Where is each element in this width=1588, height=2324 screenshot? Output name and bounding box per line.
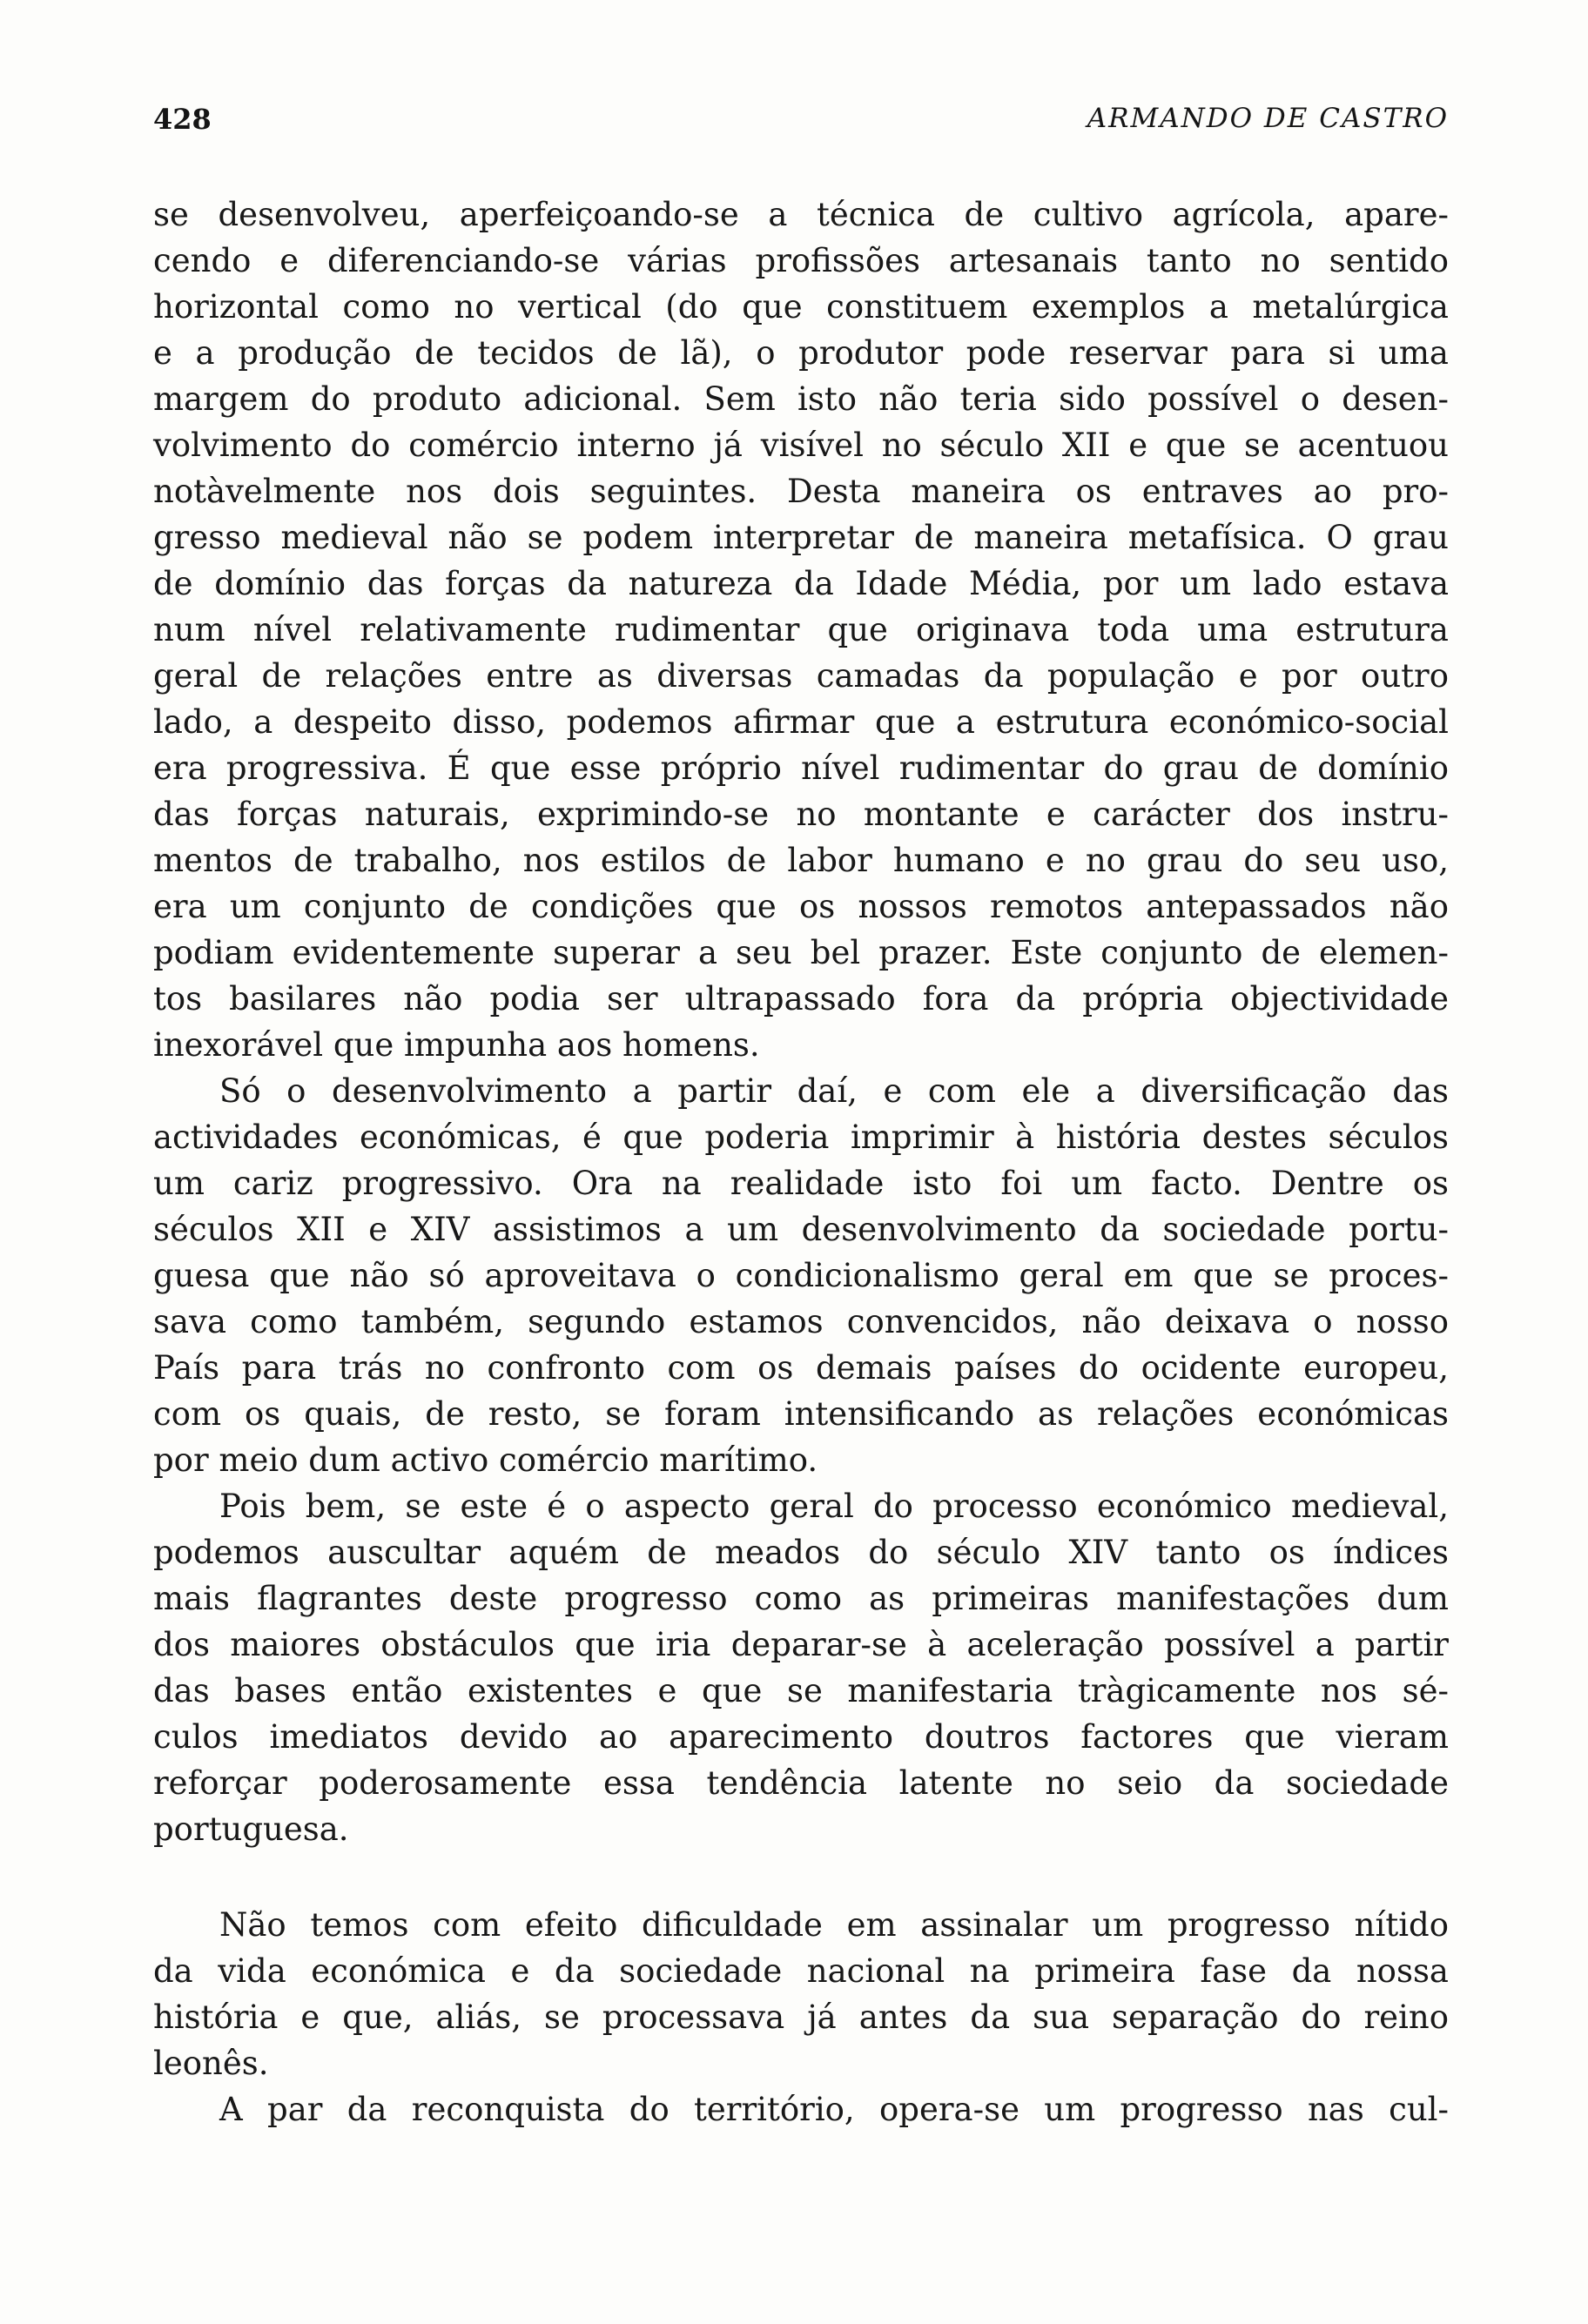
text-line: Só o desenvolvimento a partir daí, e com ele a diversificação das xyxy=(219,1072,1449,1110)
text-line: de domínio das forças da natureza da Idade Média, por um lado estava xyxy=(153,565,1449,602)
text-line: num nível relativamente rudimentar que originava toda uma estrutura xyxy=(153,611,1449,648)
running-head: ARMANDO DE CASTRO xyxy=(1087,103,1449,134)
text-line: das bases então existentes e que se manifestaria tràgicamente nos sé- xyxy=(153,1672,1449,1709)
text-line: reforçar poderosamente essa tendência latente no seio da sociedade xyxy=(153,1764,1449,1802)
text-line: A par da reconquista do território, opera-se um progresso nas cul- xyxy=(219,2091,1449,2128)
text-line: mentos de trabalho, nos estilos de labor humano e no grau do seu uso, xyxy=(153,842,1449,879)
text-line: com os quais, de resto, se foram intensificando as relações económicas xyxy=(153,1395,1449,1433)
text-line: podemos auscultar aquém de meados do século XIV tanto os índices xyxy=(153,1534,1449,1571)
text-line: história e que, aliás, se processava já antes da sua separação do reino xyxy=(153,1998,1449,2036)
paragraph-1 xyxy=(153,191,1449,1068)
text-line: das forças naturais, exprimindo-se no montante e carácter dos instru- xyxy=(153,796,1449,833)
text-line: País para trás no confronto com os demais países do ocidente europeu, xyxy=(153,1349,1449,1387)
text-line: era um conjunto de condições que os nossos remotos antepassados não xyxy=(153,888,1449,925)
text-line: notàvelmente nos dois seguintes. Desta maneira os entraves ao pro- xyxy=(153,473,1449,510)
paragraph-4 xyxy=(153,1902,1449,2086)
section-gap xyxy=(153,1852,1449,1902)
text-line: Pois bem, se este é o aspecto geral do processo económico medieval, xyxy=(219,1488,1449,1525)
text-line: por meio dum activo comércio marítimo. xyxy=(153,1441,818,1479)
text-line: portuguesa. xyxy=(153,1810,349,1848)
text-line: leonês. xyxy=(153,2045,269,2082)
text-line: um cariz progressivo. Ora na realidade isto foi um facto. Dentre os xyxy=(153,1165,1449,1202)
text-line: margem do produto adicional. Sem isto não teria sido possível o desen- xyxy=(153,380,1449,418)
text-line: séculos XII e XIV assistimos a um desenvolvimento da sociedade portu- xyxy=(153,1211,1449,1248)
text-line: guesa que não só aproveitava o condicionalismo geral em que se proces- xyxy=(153,1257,1449,1294)
body-text xyxy=(153,191,1449,2133)
text-line: culos imediatos devido ao aparecimento doutros factores que vieram xyxy=(153,1718,1449,1756)
text-line: lado, a despeito disso, podemos afirmar que a estrutura económico-social xyxy=(153,703,1449,741)
text-line: era progressiva. É que esse próprio nível rudimentar do grau de domínio xyxy=(153,749,1449,787)
text-line: da vida económica e da sociedade nacional na primeira fase da nossa xyxy=(153,1952,1449,1990)
text-line: actividades económicas, é que poderia imprimir à história destes séculos xyxy=(153,1118,1449,1156)
text-line: horizontal como no vertical (do que constituem exemplos a metalúrgica xyxy=(153,288,1449,326)
paragraph-2 xyxy=(153,1068,1449,1483)
text-line: sava como também, segundo estamos convencidos, não deixava o nosso xyxy=(153,1303,1449,1340)
page-number: 428 xyxy=(153,103,212,136)
text-line: dos maiores obstáculos que iria deparar-se à aceleração possível a partir xyxy=(153,1626,1449,1663)
paragraph-3 xyxy=(153,1483,1449,1852)
text-line: tos basilares não podia ser ultrapassado fora da própria objectividade xyxy=(153,980,1449,1018)
paragraph-5 xyxy=(153,2086,1449,2133)
text-line: mais flagrantes deste progresso como as primeiras manifestações dum xyxy=(153,1580,1449,1617)
text-line: gresso medieval não se podem interpretar de maneira metafísica. O grau xyxy=(153,519,1449,556)
page-header xyxy=(153,103,1449,146)
text-line: geral de relações entre as diversas camadas da população e por outro xyxy=(153,657,1449,695)
text-line: inexorável que impunha aos homens. xyxy=(153,1026,760,1064)
text-line: cendo e diferenciando-se várias profissões artesanais tanto no sentido xyxy=(153,242,1449,279)
text-line: volvimento do comércio interno já visível no século XII e que se acentuou xyxy=(153,427,1449,464)
text-line: e a produção de tecidos de lã), o produtor pode reservar para si uma xyxy=(153,334,1449,372)
text-line: podiam evidentemente superar a seu bel prazer. Este conjunto de elemen- xyxy=(153,934,1449,971)
text-line: se desenvolveu, aperfeiçoando-se a técnica de cultivo agrícola, apare- xyxy=(153,196,1449,233)
text-line: Não temos com efeito dificuldade em assinalar um progresso nítido xyxy=(219,1906,1449,1944)
